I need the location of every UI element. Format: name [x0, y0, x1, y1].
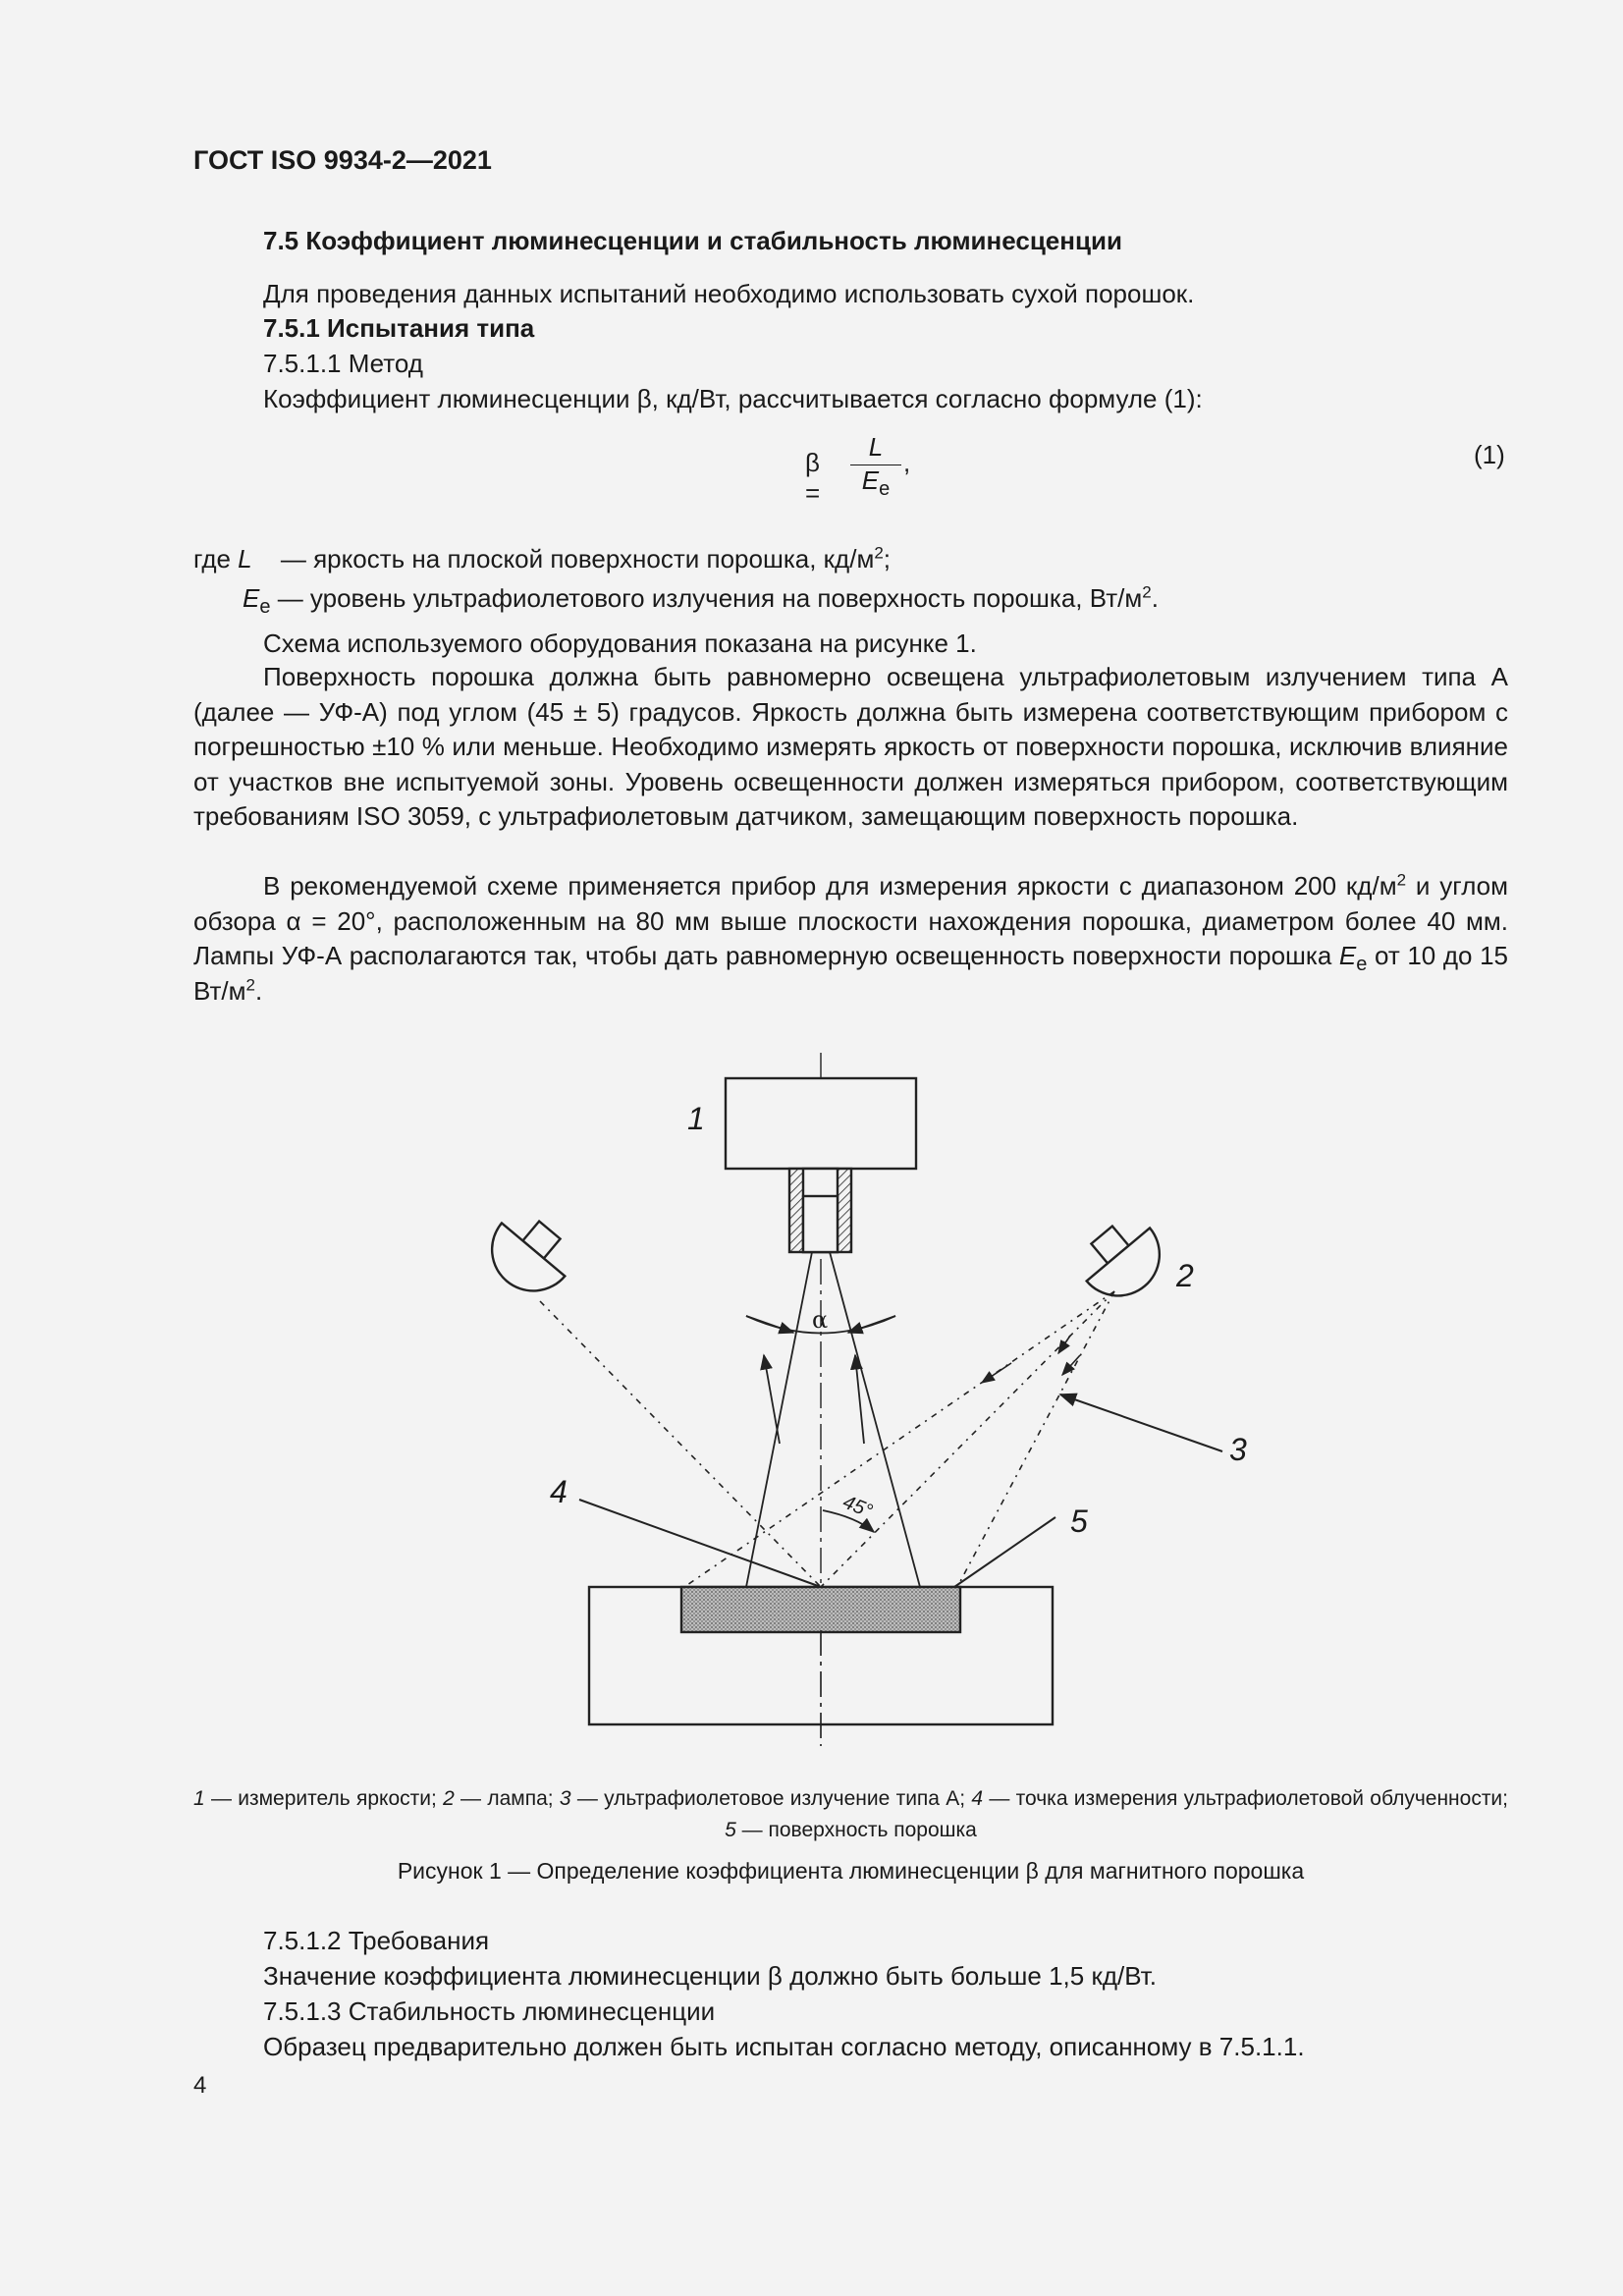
- method-text: Коэффициент люминесценции β, кд/Вт, рассчитывается согласно формуле (1):: [263, 384, 1203, 413]
- subsection-heading: 7.5.1 Испытания типа: [263, 313, 535, 343]
- label-2: 2: [1176, 1258, 1194, 1293]
- stability-heading: 7.5.1.3 Стабильность люминесценции: [263, 1996, 716, 2026]
- paragraph-illumination: Поверхность порошка должна быть равномерно освещена ультрафиолетовым излучением типа А (далее — УФ-А) под углом (45 ± 5) градусов. Яркость должна быть измерена соответствующим прибором с погрешностью ±10 % или меньше. Необходимо измерять яркость от поверхности порошка, исключив влияние от участков вне испытуемой зоны. Уровень освещенности должен измеряться прибором, соответствующим требованиям ISO 3059, с ультрафиолетовым датчиком, замещающим поверхность порошка.: [193, 662, 1508, 831]
- where-l-line: где L — яркость на плоской поверхности порошка, $кд/м^2$;: [193, 543, 892, 574]
- uv-lamp-right: [1070, 1209, 1176, 1313]
- scheme-reference: Схема используемого оборудования показана на рисунке 1.: [263, 629, 977, 658]
- stability-text: Образец предварительно должен быть испытан согласно методу, описанному в 7.5.1.1.: [263, 2032, 1305, 2061]
- label-4: 4: [550, 1474, 568, 1509]
- formula-comma: ,: [903, 448, 911, 477]
- requirements-heading: 7.5.1.2 Требования: [263, 1926, 490, 1955]
- method-heading: 7.5.1.1 Метод: [263, 349, 423, 378]
- label-3: 3: [1229, 1432, 1247, 1467]
- page-number: 4: [193, 2072, 207, 2099]
- label-45deg: 45°: [839, 1491, 876, 1523]
- figure-caption: Рисунок 1 — Определение коэффициента люминесценции β для магнитного порошка: [397, 1858, 1305, 1884]
- formula-numerator: L: [868, 432, 884, 462]
- figure-diagram: [0, 1041, 1623, 1758]
- label-1: 1: [687, 1101, 705, 1136]
- intro-text: Для проведения данных испытаний необходимо использовать сухой порошок.: [263, 279, 1195, 308]
- requirements-text: Значение коэффициента люминесценции β должно быть больше 1,5 кд/Вт.: [263, 1961, 1157, 1991]
- where-e-line: $E_e$ — уровень ультрафиолетового излучения на поверхность порошка, $Вт/м^2$.: [243, 582, 1159, 619]
- label-alpha: α: [812, 1306, 829, 1334]
- section-heading: 7.5 Коэффициент люминесценции и стабильность люминесценции: [263, 226, 1122, 255]
- powder-surface: [681, 1587, 960, 1632]
- label-5: 5: [1070, 1503, 1088, 1539]
- paragraph-recommended-scheme: В рекомендуемой схеме применяется прибор для измерения яркости с диапазоном 200 $кд/м^2$ и углом обзора α = 20°, расположенным на 80 мм выше плоскости нахождения порошка, диаметром более 40 мм. Лампы УФ-А располагаются так, чтобы дать равномерную освещенность поверхности порошка $E_e$ от 10 до 15 $Вт/м^2$.: [193, 870, 1508, 1006]
- equation-number: (1): [1474, 440, 1505, 469]
- figure-legend: 1 — измеритель яркости; 2 — лампа; 3 — ультрафиолетовое излучение типа А; 4 — точка измерения ультрафиолетовой облученности; 5 — поверхность порошка: [193, 1787, 1508, 1841]
- formula-lhs: β =: [805, 448, 821, 508]
- uv-lamp-left: [475, 1204, 581, 1308]
- luminance-meter: [726, 1078, 916, 1169]
- formula-denominator: $E_e$: [861, 465, 891, 501]
- formula-fraction: [850, 432, 901, 501]
- document-header: ГОСТ ISO 9934-2—2021: [193, 145, 492, 175]
